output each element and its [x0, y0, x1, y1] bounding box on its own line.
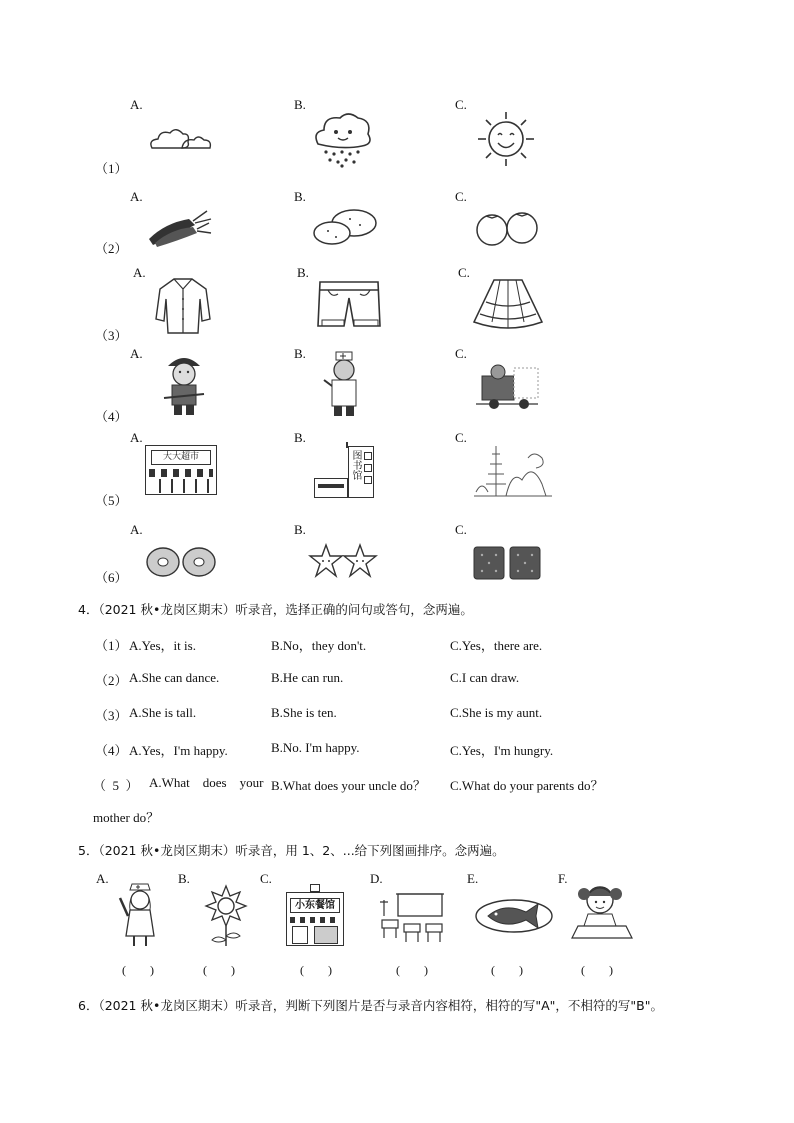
crackers-icon: [472, 545, 544, 581]
picture-label: C.: [260, 871, 272, 886]
option-a-label: A.: [130, 430, 143, 445]
item-number: （1）: [95, 638, 128, 653]
restaurant-sign: 小东餐馆: [290, 898, 340, 913]
option-b-label: B.: [294, 97, 306, 112]
row-number: （2）: [95, 241, 128, 256]
carrots-icon: [145, 205, 215, 247]
fireman-icon: [160, 350, 208, 418]
option-c-label: C.: [455, 189, 467, 204]
option-a-label: A.: [130, 97, 143, 112]
row-number: （5）: [95, 493, 128, 508]
doctor-icon: [322, 350, 366, 418]
answer-blank[interactable]: ( ): [396, 963, 428, 977]
picture-label: D.: [370, 871, 383, 886]
skirt-icon: [470, 276, 546, 334]
option-a: A.What does your: [149, 775, 264, 790]
item-number: （3）: [95, 708, 128, 723]
row-number: （3）: [95, 328, 128, 343]
park-icon: [472, 440, 554, 500]
supermarket-sign: 大大超市: [151, 450, 211, 465]
option-b: B.What does your uncle do？: [271, 778, 426, 793]
answer-blank[interactable]: ( ): [581, 963, 613, 977]
option-a-label: A.: [130, 522, 143, 537]
item-number: （2）: [95, 673, 128, 688]
classroom-icon: [378, 890, 458, 946]
picture-label: B.: [178, 871, 190, 886]
option-c-label: C.: [458, 265, 470, 280]
option-b-label: B.: [297, 265, 309, 280]
answer-blank[interactable]: ( ): [491, 963, 523, 977]
row-number: （1）: [95, 161, 128, 176]
star-cookies-icon: [308, 543, 380, 581]
picture-label: E.: [467, 871, 479, 886]
answer-blank[interactable]: ( ): [300, 963, 332, 977]
option-b: B.No. I'm happy.: [271, 740, 360, 755]
item-number: （4）: [95, 743, 128, 758]
fish-plate-icon: [474, 896, 554, 936]
picture-label: F.: [558, 871, 568, 886]
donuts-icon: [145, 545, 217, 579]
rain-cloud-icon: [312, 110, 374, 168]
option-b: B.He can run.: [271, 670, 344, 685]
option-b: B.No，they don't.: [271, 638, 367, 653]
tomatoes-icon: [472, 208, 542, 248]
row-number: （6）: [95, 570, 128, 585]
shirt-icon: [152, 275, 214, 337]
option-c: C.I can draw.: [450, 670, 520, 685]
option-a-label: A.: [133, 265, 146, 280]
option-a: A.She is tall.: [129, 705, 197, 720]
option-c-label: C.: [455, 522, 467, 537]
row-number: （4）: [95, 409, 128, 424]
supermarket-icon: [145, 445, 217, 495]
picture-label: A.: [96, 871, 109, 886]
clouds-icon: [146, 120, 216, 154]
option-a: A.She can dance.: [129, 670, 220, 685]
sun-icon: [472, 110, 540, 168]
option-a-wrap: mother do？: [93, 810, 160, 825]
option-b: B.She is ten.: [271, 705, 337, 720]
option-c: C.Yes，I'm hungry.: [450, 743, 554, 758]
option-c-label: C.: [455, 97, 467, 112]
option-a-label: A.: [130, 189, 143, 204]
option-c: C.She is my aunt.: [450, 705, 543, 720]
option-b-label: B.: [294, 430, 306, 445]
library-sign: 图书馆: [350, 450, 361, 480]
restaurant-icon: [284, 884, 346, 946]
option-b-label: B.: [294, 522, 306, 537]
potatoes-icon: [310, 205, 380, 247]
option-c-label: C.: [455, 430, 467, 445]
option-a-label: A.: [130, 346, 143, 361]
option-a: A.Yes，I'm happy.: [129, 743, 228, 758]
option-c-label: C.: [455, 346, 467, 361]
driver-icon: [472, 362, 542, 412]
option-a: A.Yes，it is.: [129, 638, 196, 653]
girl-drawing-icon: [570, 880, 636, 942]
q4-heading: 4．（2021 秋•龙岗区期末）听录音，选择正确的问句或答句，念两遍。: [78, 602, 473, 617]
option-c: C.Yes，there are.: [450, 638, 543, 653]
option-b-label: B.: [294, 189, 306, 204]
shorts-icon: [316, 280, 382, 330]
option-c: C.What do your parents do？: [450, 778, 604, 793]
q5-heading: 5．（2021 秋•龙岗区期末）听录音，用 1、2、...给下列图画排序。念两遍。: [78, 843, 505, 858]
library-icon: [312, 442, 378, 498]
item-number: （ 5 ）: [93, 778, 139, 793]
sunflower-icon: [200, 884, 252, 948]
answer-blank[interactable]: ( ): [203, 963, 235, 977]
q6-heading: 6．（2021 秋•龙岗区期末）听录音，判断下列图片是否与录音内容相符，相符的写"A"，不相符的写"B"。: [78, 998, 663, 1013]
nurse-icon: [118, 882, 162, 948]
answer-blank[interactable]: ( ): [122, 963, 154, 977]
option-b-label: B.: [294, 346, 306, 361]
